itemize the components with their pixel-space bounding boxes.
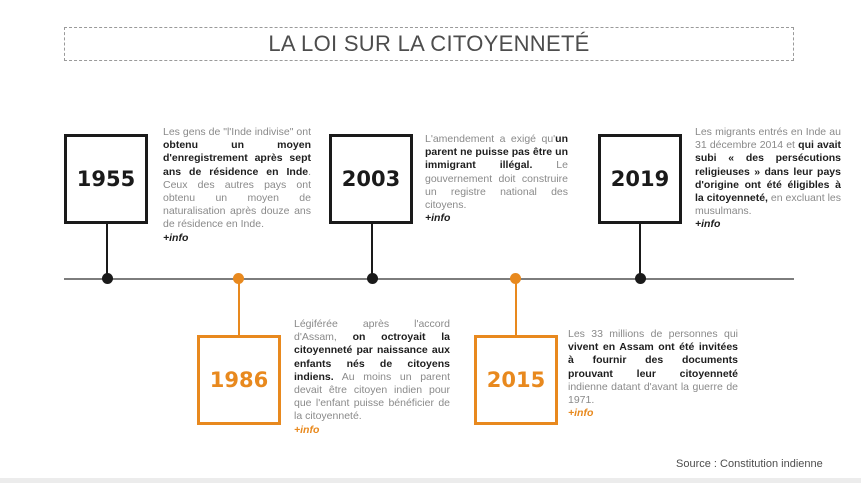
info-link[interactable]: +info: [568, 407, 594, 420]
year-box-1955: [64, 134, 148, 224]
timeline-dot-1955: [102, 273, 113, 284]
info-link[interactable]: +info: [163, 231, 189, 244]
event-description-2015: Les 33 millions de personnes qui vivent en Assam ont été invitées à fournir des documents prouvant leur citoyenneté indienne datant d'avant la guerre de 1971. +info: [568, 328, 738, 420]
bottom-border: [0, 478, 861, 483]
stem-2015: [515, 280, 517, 335]
timeline-dot-2019: [635, 273, 646, 284]
stem-1955: [106, 224, 108, 278]
stem-2003: [371, 224, 373, 278]
year-box-2015: [474, 335, 558, 425]
timeline-axis: [64, 278, 794, 280]
stem-2019: [639, 224, 641, 278]
event-description-2003: L'amendement a exigé qu'un parent ne puisse pas être un immigrant illégal. Le gouvernement doit construire un registre national des citoyens. +info: [425, 133, 568, 225]
year-label: 1986: [209, 368, 269, 392]
source-note: Source : Constitution indienne: [676, 458, 823, 470]
event-description-1986: Légiférée après l'accord d'Assam, on octroyait la citoyenneté par naissance aux enfants nés de citoyens indiens. Au moins un parent devait être citoyen indien pour que l'enfant puisse bénéficier de la citoyenneté. +info: [294, 318, 450, 436]
timeline-dot-1986: [233, 273, 244, 284]
title-box: [64, 27, 794, 61]
year-box-2003: [329, 134, 413, 224]
info-link[interactable]: +info: [425, 212, 451, 225]
year-label: 2003: [341, 167, 401, 191]
event-description-1955: Les gens de "l'Inde indivise" ont obtenu un moyen d'enregistrement après sept ans de résidence en Inde. Ceux des autres pays ont obtenu un moyen de naturalisation après douze ans de résidence en Inde. +info: [163, 126, 311, 244]
stem-1986: [238, 280, 240, 335]
event-description-2019: Les migrants entrés en Inde au 31 décembre 2014 et qui avait subi « des persécutions religieuses » dans leur pays d'origine ont été éligibles à la citoyenneté, en excluant les musulmans. +info: [695, 126, 841, 231]
year-box-2019: [598, 134, 682, 224]
timeline-dot-2003: [367, 273, 378, 284]
info-link[interactable]: +info: [695, 218, 721, 231]
timeline-dot-2015: [510, 273, 521, 284]
year-label: 2015: [486, 368, 546, 392]
year-label: 1955: [76, 167, 136, 191]
year-box-1986: [197, 335, 281, 425]
info-link[interactable]: +info: [294, 423, 320, 436]
year-label: 2019: [610, 167, 670, 191]
page-title: LA LOI SUR LA CITOYENNETÉ: [268, 31, 590, 56]
